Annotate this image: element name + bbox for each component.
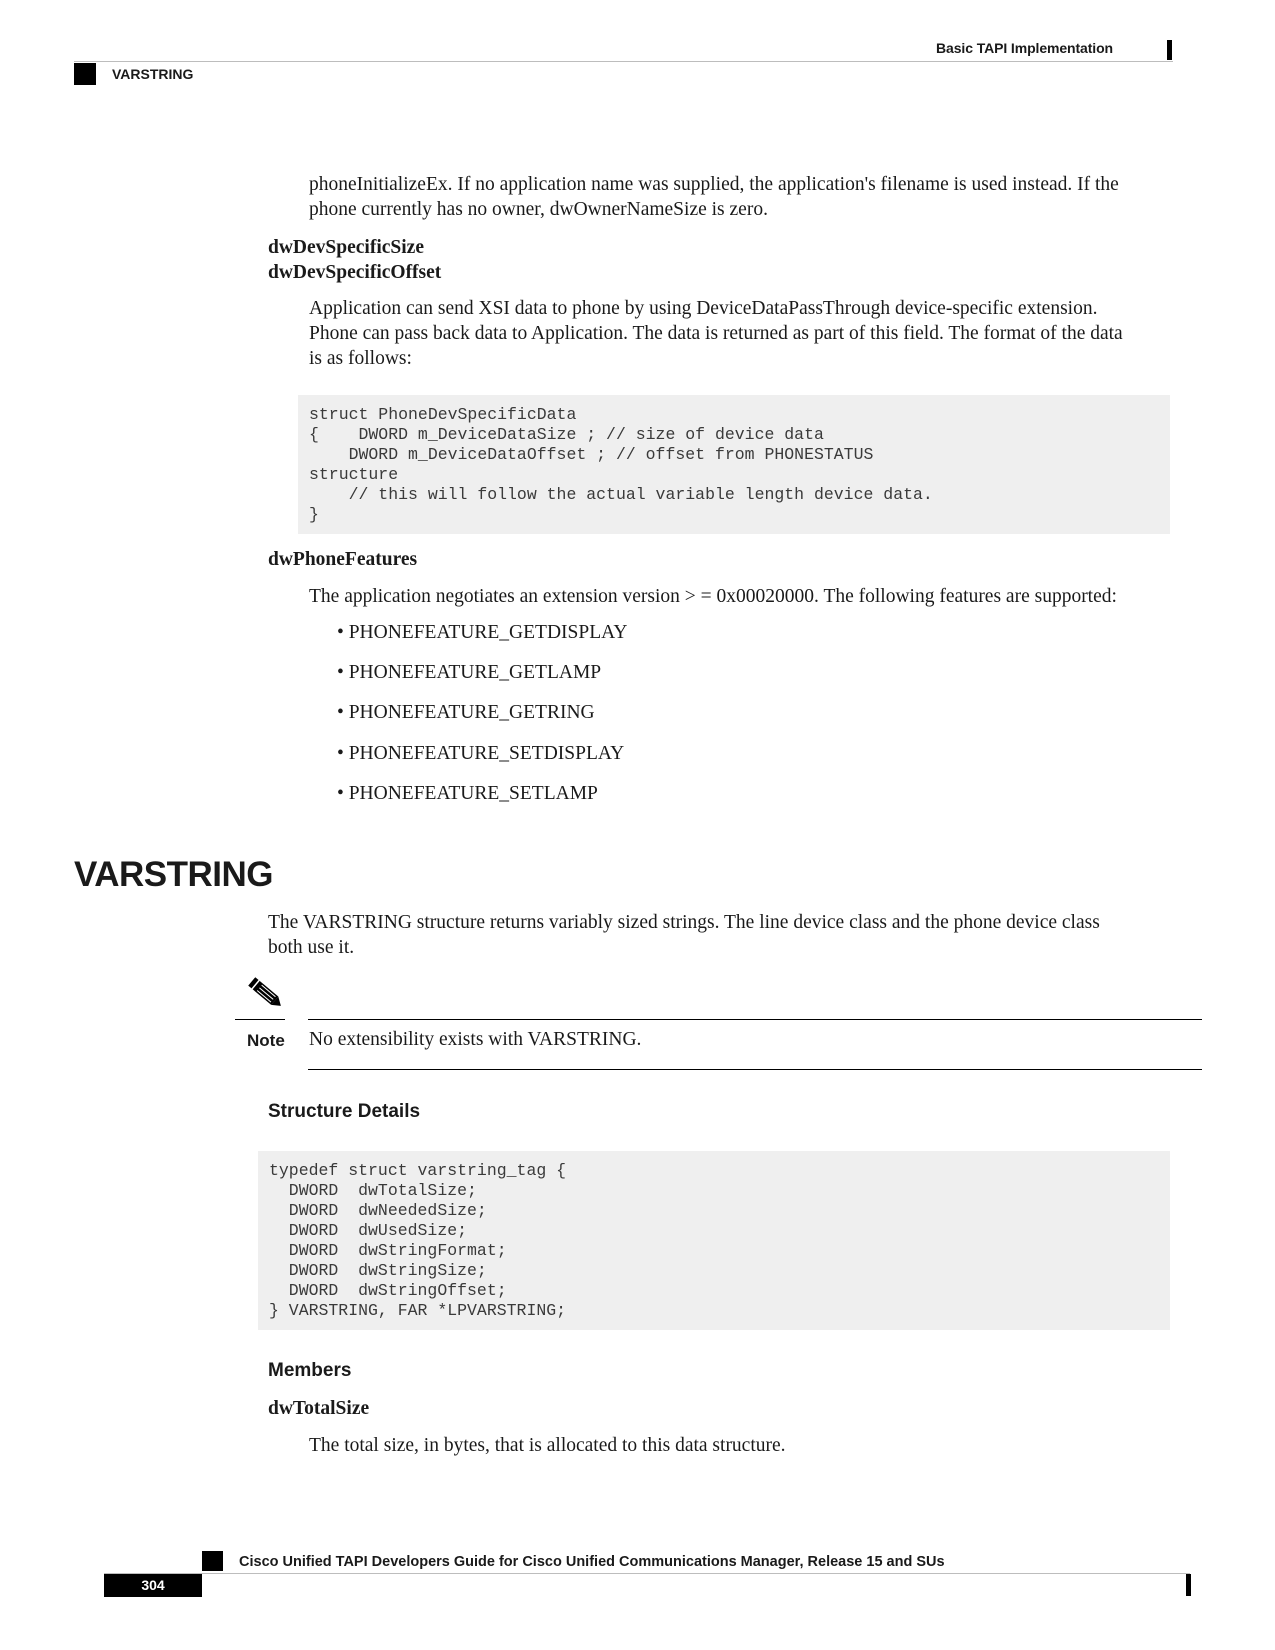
note-rule-top <box>308 1019 1202 1020</box>
feature-list-item: • PHONEFEATURE_GETLAMP <box>337 662 602 683</box>
section-heading: VARSTRING <box>74 855 274 894</box>
feature-label: PHONEFEATURE_GETDISPLAY <box>348 622 628 643</box>
members-heading: Members <box>268 1360 352 1381</box>
intro-line-2: phone currently has no owner, dwOwnerNameSize is zero. <box>309 199 768 220</box>
feature-label: PHONEFEATURE_GETLAMP <box>348 662 602 683</box>
header-bar <box>1167 40 1172 60</box>
running-header-section: VARSTRING <box>112 66 194 82</box>
term-phone-features: dwPhoneFeatures <box>268 549 418 570</box>
feature-list-item: • PHONEFEATURE_GETDISPLAY <box>337 622 628 643</box>
footer-book-title: Cisco Unified TAPI Developers Guide for Cisco Unified Communications Manager, Release 15 and SUs <box>239 1554 945 1570</box>
term-total-size: dwTotalSize <box>268 1398 370 1419</box>
intro-paragraph <box>309 172 1119 222</box>
feature-label: PHONEFEATURE_SETDISPLAY <box>348 743 625 764</box>
feature-label: PHONEFEATURE_GETRING <box>348 702 595 723</box>
footer-bar <box>1186 1574 1191 1596</box>
code-block-varstring: typedef struct varstring_tag { DWORD dwTotalSize; DWORD dwNeededSize; DWORD dwUsedSize; DWORD dwStringFormat; DWORD dwStringSize; DWORD dwStringOffset; } VARSTRING, FAR *LPVARSTRING; <box>258 1151 1170 1330</box>
note-label: Note <box>247 1031 285 1050</box>
note-text: No extensibility exists with VARSTRING. <box>309 1029 642 1050</box>
section-paragraph <box>268 910 1100 960</box>
structure-details-heading: Structure Details <box>268 1101 421 1122</box>
dev-specific-line-1: Application can send XSI data to phone by using DeviceDataPassThrough device-specific extension. <box>309 298 1098 319</box>
header-marker <box>74 63 96 85</box>
dev-specific-line-2: Phone can pass back data to Application. The data is returned as part of this field. The format of the data <box>309 323 1123 344</box>
feature-list-item: • PHONEFEATURE_SETDISPLAY <box>337 743 625 764</box>
code-block-phone-dev-specific-data: struct PhoneDevSpecificData { DWORD m_DeviceDataSize ; // size of device data DWORD m_DeviceDataOffset ; // offset from PHONESTATUS structure // this will follow the actual variable length device data. } <box>298 395 1170 534</box>
dev-specific-paragraph <box>309 296 1123 371</box>
term-dev-specific-size: dwDevSpecificSize <box>268 237 424 258</box>
total-size-paragraph: The total size, in bytes, that is allocated to this data structure. <box>309 1435 786 1456</box>
header-rule <box>74 61 1173 62</box>
section-line-2: both use it. <box>268 937 355 958</box>
page-number: 304 <box>104 1574 202 1597</box>
term-dev-specific-offset: dwDevSpecificOffset <box>268 262 442 283</box>
pencil-icon <box>245 975 287 1013</box>
footer-marker <box>202 1551 223 1571</box>
feature-label: PHONEFEATURE_SETLAMP <box>348 783 598 804</box>
note-rule-bottom <box>308 1069 1202 1070</box>
note-rule-short <box>235 1019 285 1020</box>
footer-rule <box>104 1573 1190 1574</box>
section-line-1: The VARSTRING structure returns variably sized strings. The line device class and the phone device class <box>268 912 1100 933</box>
feature-list-item: • PHONEFEATURE_GETRING <box>337 702 595 723</box>
intro-line-1: phoneInitializeEx. If no application name was supplied, the application's filename is used instead. If the <box>309 174 1119 195</box>
running-header-title: Basic TAPI Implementation <box>936 40 1113 56</box>
dev-specific-line-3: is as follows: <box>309 348 412 369</box>
feature-list-item: • PHONEFEATURE_SETLAMP <box>337 783 598 804</box>
phone-features-paragraph: The application negotiates an extension version > = 0x00020000. The following features are supported: <box>309 586 1117 607</box>
